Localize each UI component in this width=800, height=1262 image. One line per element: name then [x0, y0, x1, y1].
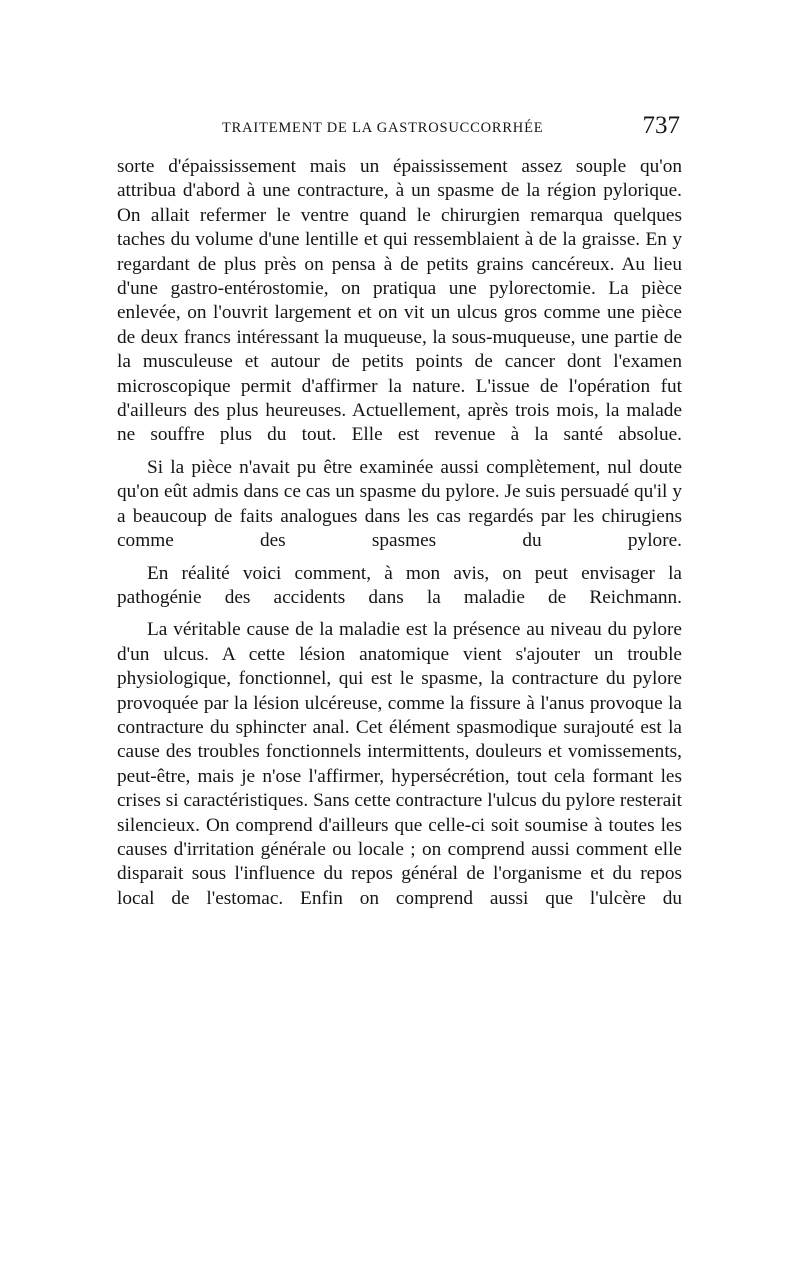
- paragraph: La véritable cause de la maladie est la présence au niveau du pylore d'un ulcus. A cette lésion anatomique vient s'ajouter un trouble physiologique, fonctionnel, qui est le spasme, la contracture du pylore provoquée par la lésion ulcéreuse, comme la fissure à l'anus provoque la contracture du sphincter anal. Cet élément spasmodique surajouté est la cause des troubles fonctionnels intermittents, douleurs et vomissements, peut-être, mais je n'ose l'affirmer, hypersécrétion, tout cela formant les crises si caractéristiques. Sans cette contracture l'ulcus du pylore resterait silencieux. On comprend d'ailleurs que celle-ci soit soumise à toutes les causes d'irritation générale ou locale ; on comprend aussi comment elle disparait sous l'influence du repos général de l'organisme et du repos local de l'estomac. Enfin on comprend aussi que l'ulcère du: [117, 619, 682, 909]
- body-text: [117, 155, 682, 911]
- paragraph: Si la pièce n'avait pu être examinée aussi complètement, nul doute qu'on eût admis dans ce cas un spasme du pylore. Je suis persuadé qu'il y a beaucoup de faits analogues dans les cas regardés par les chirugiens comme des spasmes du pylore.: [117, 456, 682, 552]
- book-page: [117, 0, 682, 1262]
- paragraph: En réalité voici comment, à mon avis, on peut envisager la pathogénie des accidents dans la maladie de Reichmann.: [117, 562, 682, 608]
- page-header: [117, 112, 682, 148]
- paragraph-continuation: sorte d'épaississement mais un épaississement assez souple qu'on attribua d'abord à une contracture, à un spasme de la région pylorique. On allait refermer le ventre quand le chirurgien remarqua quelques taches du volume d'une lentille et qui ressemblaient à de la graisse. En y regardant de plus près on pensa à de petits grains cancéreux. Au lieu d'une gastro-entérostomie, on pratiqua une pylorectomie. La pièce enlevée, on l'ouvrit largement et on vit un ulcus gros comme une pièce de deux francs intéressant la muqueuse, la sous-muqueuse, une partie de la musculeuse et autour de petits points de cancer dont l'examen microscopique permit d'affirmer la nature. L'issue de l'opération fut d'ailleurs des plus heureuses. Actuellement, après trois mois, la malade ne souffre plus du tout. Elle est revenue à la santé absolue.: [117, 156, 682, 446]
- running-head: TRAITEMENT DE LA GASTROSUCCORRHÉE: [222, 120, 544, 136]
- page-number: 737: [642, 112, 680, 139]
